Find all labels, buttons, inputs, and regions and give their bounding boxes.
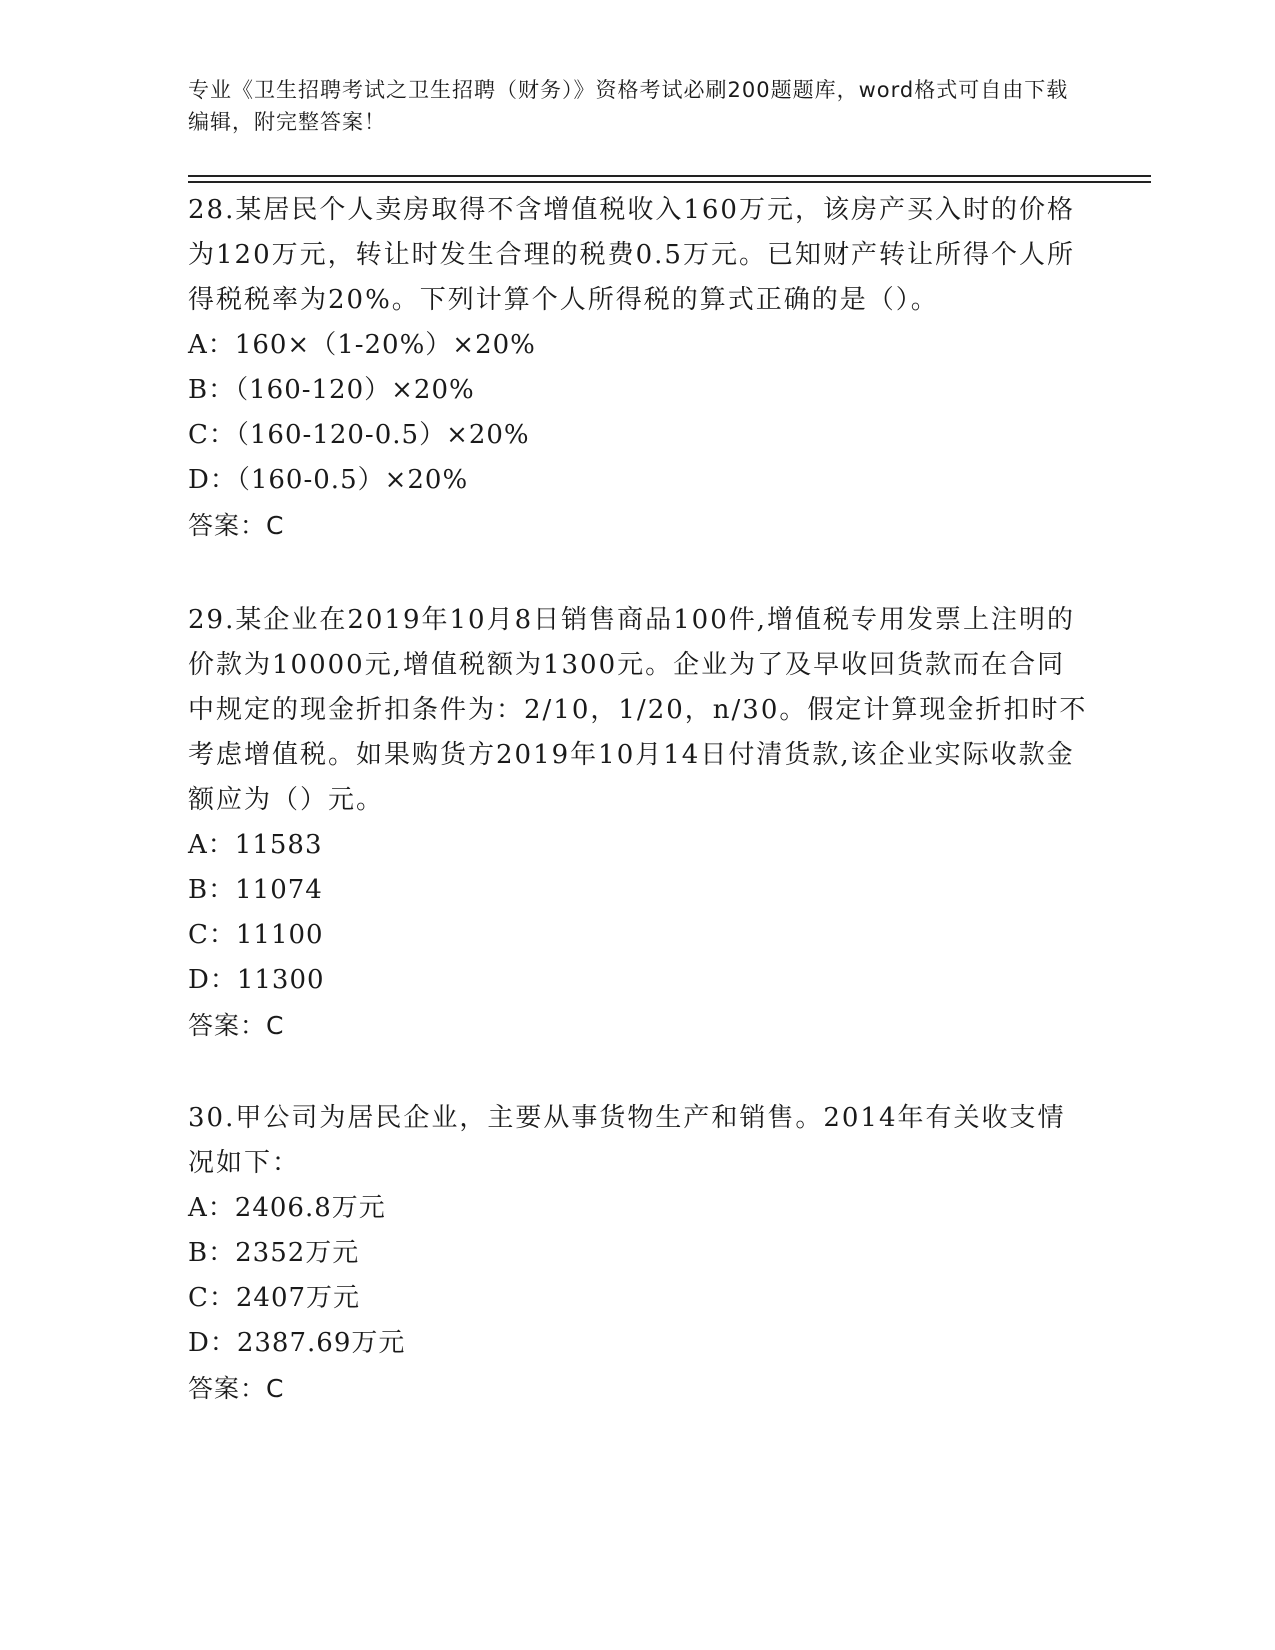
option-d: D：（160-0.5）×20% xyxy=(188,465,469,495)
header-divider-top xyxy=(188,175,1151,177)
header-divider-bottom xyxy=(188,181,1151,183)
question-29 xyxy=(188,598,1088,1048)
option-c: C：11100 xyxy=(188,920,324,950)
question-stem: 29.某企业在2019年10月8日销售商品100件,增值税专用发票上注明的价款为10000元,增值税额为1300元。企业为了及早收回货款而在合同中规定的现金折扣条件为：2/10，1/20，n/30。假定计算现金折扣时不考虑增值税。如果购货方2019年10月14日付清货款,该企业实际收款金额应为（）元。 xyxy=(188,605,1088,815)
question-30 xyxy=(188,1096,1088,1411)
option-a: A：2406.8万元 xyxy=(188,1193,386,1223)
page-header: 专业《卫生招聘考试之卫生招聘（财务）》资格考试必刷200题题库，word格式可自由下载编辑，附完整答案！ xyxy=(188,78,1069,134)
option-a: A：160×（1-20%）×20% xyxy=(188,330,536,360)
answer: 答案：C xyxy=(188,1374,285,1403)
option-c: C：2407万元 xyxy=(188,1283,361,1313)
option-b: B：2352万元 xyxy=(188,1238,360,1268)
option-c: C：（160-120-0.5）×20% xyxy=(188,420,530,450)
option-d: D：2387.69万元 xyxy=(188,1328,406,1358)
option-d: D：11300 xyxy=(188,965,325,995)
option-a: A：11583 xyxy=(188,830,323,860)
option-b: B：（160-120）×20% xyxy=(188,375,475,405)
option-b: B：11074 xyxy=(188,875,323,905)
answer: 答案：C xyxy=(188,511,285,540)
question-stem: 30.甲公司为居民企业，主要从事货物生产和销售。2014年有关收支情况如下： xyxy=(188,1103,1066,1178)
question-stem: 28.某居民个人卖房取得不含增值税收入160万元，该房产买入时的价格为120万元，转让时发生合理的税费0.5万元。已知财产转让所得个人所得税税率为20%。下列计算个人所得税的算式正确的是（）。 xyxy=(188,195,1075,315)
question-28 xyxy=(188,188,1088,548)
answer: 答案：C xyxy=(188,1011,285,1040)
